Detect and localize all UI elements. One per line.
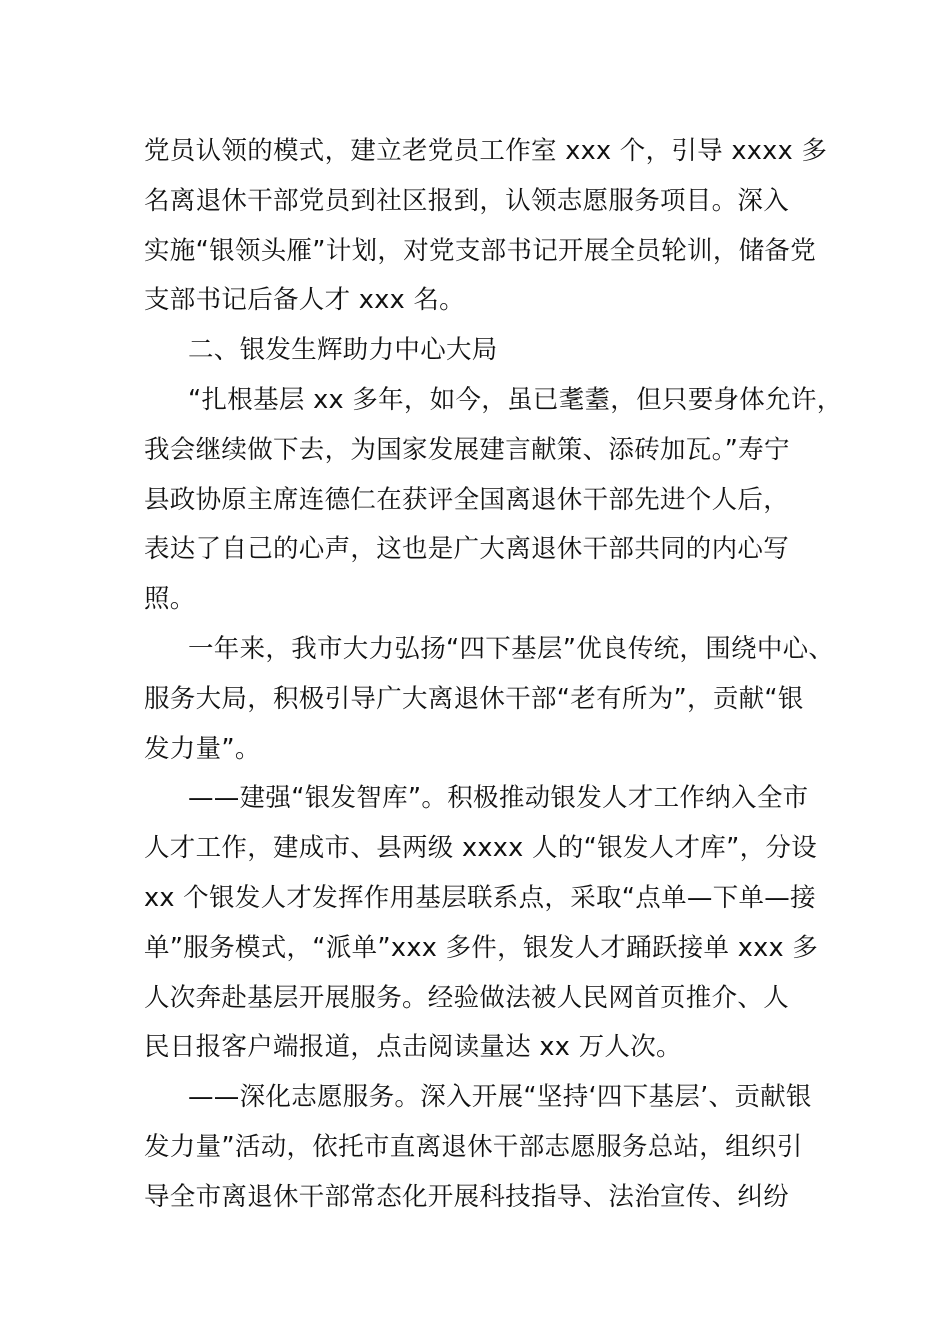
text-line: 单”服务模式，“派单”xxx 多件，银发人才踊跃接单 xxx 多 [144, 932, 819, 963]
text-line: 我会继续做下去，为国家发展建言献策、添砖加瓦。”寿宁 [144, 434, 790, 465]
section-heading: 二、银发生辉助力中心大局 [188, 335, 498, 366]
text-line: 县政协原主席连德仁在获评全国离退休干部先进个人后， [144, 484, 790, 515]
text-line: 支部书记后备人才 xxx 名。 [144, 285, 465, 316]
text-line: 一年来，我市大力弘扬“四下基层”优良传统，围绕中心、 [188, 633, 835, 664]
text-line: 实施“银领头雁”计划，对党支部书记开展全员轮训，储备党 [144, 235, 817, 266]
text-line: 人才工作，建成市、县两级 xxxx 人的“银发人才库”，分设 [144, 833, 817, 864]
text-line: 导全市离退休干部常态化开展科技指导、法治宣传、纠纷 [144, 1181, 790, 1212]
text-line: 名离退休干部党员到社区报到，认领志愿服务项目。深入 [144, 185, 790, 216]
text-line: 发力量”。 [144, 733, 261, 764]
text-line: 党员认领的模式，建立老党员工作室 xxx 个，引导 xxxx 多 [144, 136, 828, 166]
text-line: 民日报客户端报道，点击阅读量达 xx 万人次。 [144, 1032, 682, 1063]
text-line: 人次奔赴基层开展服务。经验做法被人民网首页推介、人 [144, 982, 790, 1013]
body-text [144, 127, 843, 1223]
text-line: 服务大局，积极引导广大离退休干部“老有所为”，贡献“银 [144, 683, 804, 714]
text-line: 表达了自己的心声，这也是广大离退休干部共同的内心写 [144, 534, 790, 565]
text-line: ——深化志愿服务。深入开展“坚持‘四下基层’、贡献银 [188, 1082, 812, 1113]
text-line: “扎根基层 xx 多年，如今，虽已耄耋，但只要身体允许， [188, 384, 843, 415]
text-line: 发力量”活动，依托市直离退休干部志愿服务总站，组织引 [144, 1131, 803, 1162]
text-line: xx 个银发人才发挥作用基层联系点，采取“点单—下单—接 [144, 882, 816, 913]
text-line: 照。 [144, 584, 196, 615]
text-line: ——建强“银发智库”。积极推动银发人才工作纳入全市 [188, 783, 809, 814]
